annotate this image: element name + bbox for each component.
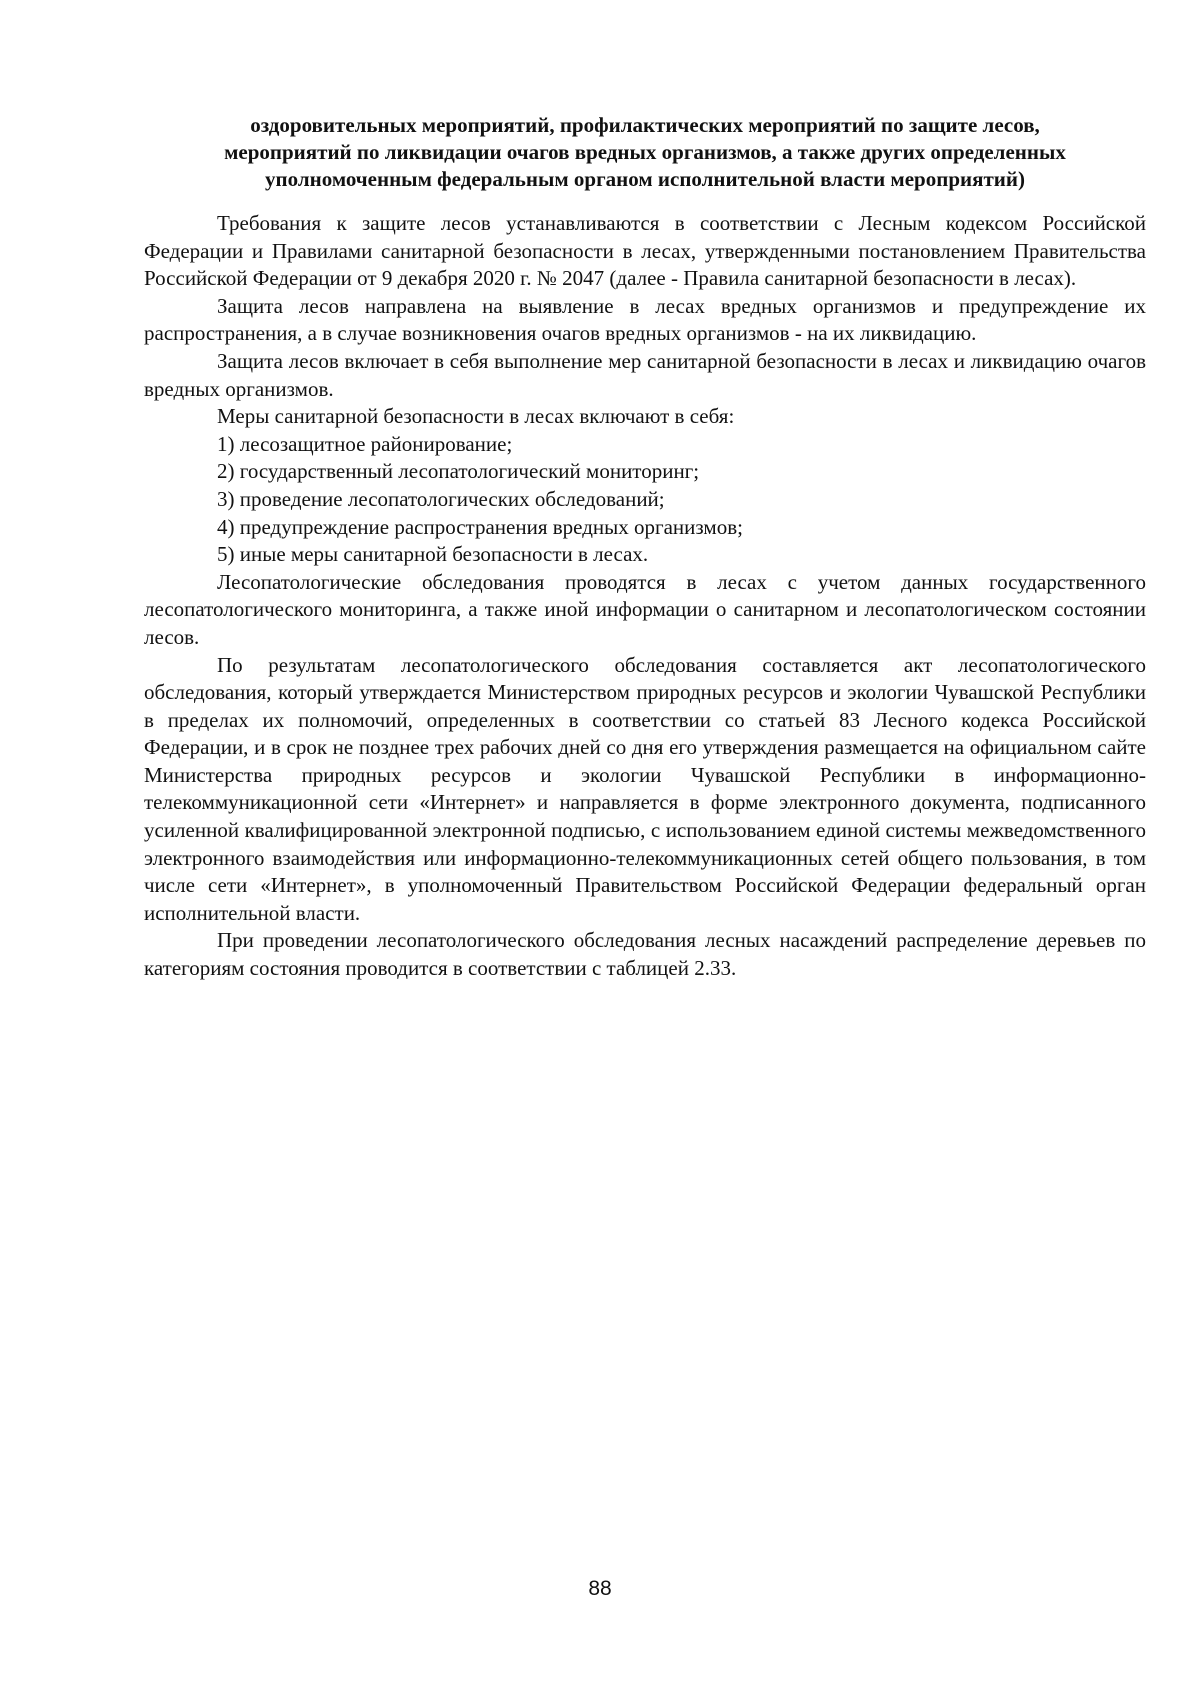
paragraph-protection-aim: Защита лесов направлена на выявление в лесах вредных организмов и предупреждение их распространения, а в случае возникновения очагов вредных организмов - на их ликвидацию. xyxy=(144,293,1146,346)
body-text xyxy=(144,210,1146,983)
paragraph-survey-act: По результатам лесопатологического обследования составляется акт лесопатологического обследования, который утверждается Министерством природных ресурсов и экологии Чувашской Республики в пределах их полномочий, определенных в соответствии со статьей 83 Лесного кодекса Российской Федерации, и в срок не позднее трех рабочих дней со дня его утверждения размещается на официальном сайте Министерства природных ресурсов и экологии Чувашской Республики в информационно-телекоммуникационной сети «Интернет» и направляется в форме электронного документа, подписанного усиленной квалифицированной электронной подписью, с использованием единой системы межведомственного электронного взаимодействия или информационно-телекоммуникационных сетей общего пользования, в том числе сети «Интернет», в уполномоченный Правительством Российской Федерации федеральный орган исполнительной власти. xyxy=(144,652,1146,925)
list-item-1: 1) лесозащитное районирование; xyxy=(217,431,513,456)
heading-line: мероприятий по ликвидации очагов вредных организмов, а также других определенных xyxy=(224,140,1066,164)
list-item-5: 5) иные меры санитарной безопасности в лесах. xyxy=(217,542,649,567)
paragraph-measures-intro: Меры санитарной безопасности в лесах включают в себя: xyxy=(217,404,735,429)
paragraph-tree-categories: При проведении лесопатологического обследования лесных насаждений распределение деревьев по категориям состояния проводится в соответствии с таблицей 2.33. xyxy=(144,928,1146,981)
heading-line: уполномоченным федеральным органом исполнительной власти мероприятий) xyxy=(265,167,1025,191)
paragraph-requirements: Требования к защите лесов устанавливаются в соответствии с Лесным кодексом Российской Федерации и Правилами санитарной безопасности в лесах, утвержденными постановлением Правительства Российской Федерации от 9 декабря 2020 г. № 2047 (далее - Правила санитарной безопасности в лесах). xyxy=(144,211,1146,291)
section-heading xyxy=(144,112,1146,193)
paragraph-surveys: Лесопатологические обследования проводятся в лесах с учетом данных государственного лесопатологического мониторинга, а также иной информации о санитарном и лесопатологическом состоянии лесов. xyxy=(144,569,1146,649)
paragraph-protection-includes: Защита лесов включает в себя выполнение мер санитарной безопасности в лесах и ликвидацию очагов вредных организмов. xyxy=(144,348,1146,401)
page-number: 88 xyxy=(588,1577,612,1600)
list-item-4: 4) предупреждение распространения вредных организмов; xyxy=(217,514,743,539)
list-item-2: 2) государственный лесопатологический мониторинг; xyxy=(217,459,700,484)
heading-line: оздоровительных мероприятий, профилактических мероприятий по защите лесов, xyxy=(250,113,1040,137)
document-page xyxy=(144,112,1146,983)
list-item-3: 3) проведение лесопатологических обследований; xyxy=(217,486,665,511)
